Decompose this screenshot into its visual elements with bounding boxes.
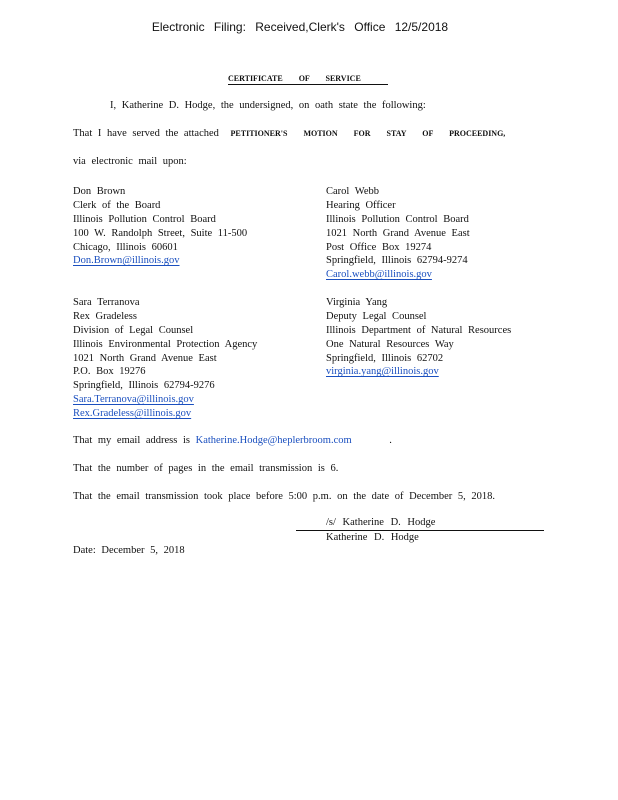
signature-line [296,530,544,531]
address-line: Illinois Environmental Protection Agency [73,338,258,350]
certificate-title: CERTIFICATE OF SERVICE [228,74,388,85]
address-line: Post Office Box 19274 [326,241,432,253]
address-line: P.O. Box 19276 [73,366,146,378]
email-link-don-brown[interactable]: Don.Brown@illinois.gov [73,255,180,267]
address-line: 1021 North Grand Avenue East [326,227,470,239]
address-line: Carol Webb [326,186,379,197]
address-line: Don Brown [73,186,126,197]
email-link-katherine-hodge[interactable]: Katherine.Hodge@heplerbroom.com [195,435,352,446]
address-line: Illinois Pollution Control Board [73,213,216,225]
served-prefix: That I have served the attached [73,128,219,139]
address-line: Chicago, Illinois 60601 [73,241,178,253]
electronic-signature: /s/ Katherine D. Hodge [326,517,436,528]
address-line: Clerk of the Board [73,199,161,211]
recipient-block-don-brown [73,185,247,268]
email-prefix: That my email address is [73,435,190,446]
recipient-block-carol-webb [326,185,470,282]
recipient-block-sara-terranova [73,296,257,421]
address-line: Deputy Legal Counsel [326,310,427,322]
email-statement [73,435,392,446]
time-statement: That the email transmission took place before 5:00 p.m. on the date of December 5, 2018. [73,491,496,502]
address-line: 100 W. Randolph Street, Suite 11-500 [73,227,248,239]
email-link-virginia-yang[interactable]: virginia.yang@illinois.gov [326,366,439,378]
email-link-sara-terranova[interactable]: Sara.Terranova@illinois.gov [73,394,194,406]
served-document: PETITIONER'S MOTION FOR STAY OF PROCEEDING, [230,129,506,138]
address-line: Sara Terranova [73,297,140,308]
via-statement: via electronic mail upon: [73,156,187,167]
filing-header: Electronic Filing: Received,Clerk's Office 12/5/2018 [151,20,449,34]
recipient-block-virginia-yang [326,296,511,379]
email-link-carol-webb[interactable]: Carol.webb@illinois.gov [326,269,432,281]
address-line: Virginia Yang [326,297,388,308]
email-suffix: . [389,435,392,446]
served-statement [73,128,505,139]
intro-statement: I, Katherine D. Hodge, the undersigned, on oath state the following: [110,100,426,111]
address-line: Division of Legal Counsel [73,324,194,336]
address-line: One Natural Resources Way [326,338,454,350]
address-line: Springfield, Illinois 62702 [326,352,444,364]
email-link-rex-gradeless[interactable]: Rex.Gradeless@illinois.gov [73,408,192,420]
address-line: Illinois Department of Natural Resources [326,324,512,336]
address-line: Springfield, Illinois 62794-9276 [73,380,215,392]
address-line: Hearing Officer [326,199,396,211]
address-line: Rex Gradeless [73,310,137,322]
address-line: Illinois Pollution Control Board [326,213,469,225]
pages-statement: That the number of pages in the email transmission is 6. [73,463,339,474]
signer-name: Katherine D. Hodge [326,532,419,543]
address-line: 1021 North Grand Avenue East [73,352,217,364]
date-statement: Date: December 5, 2018 [73,545,185,556]
address-line: Springfield, Illinois 62794-9274 [326,255,468,267]
